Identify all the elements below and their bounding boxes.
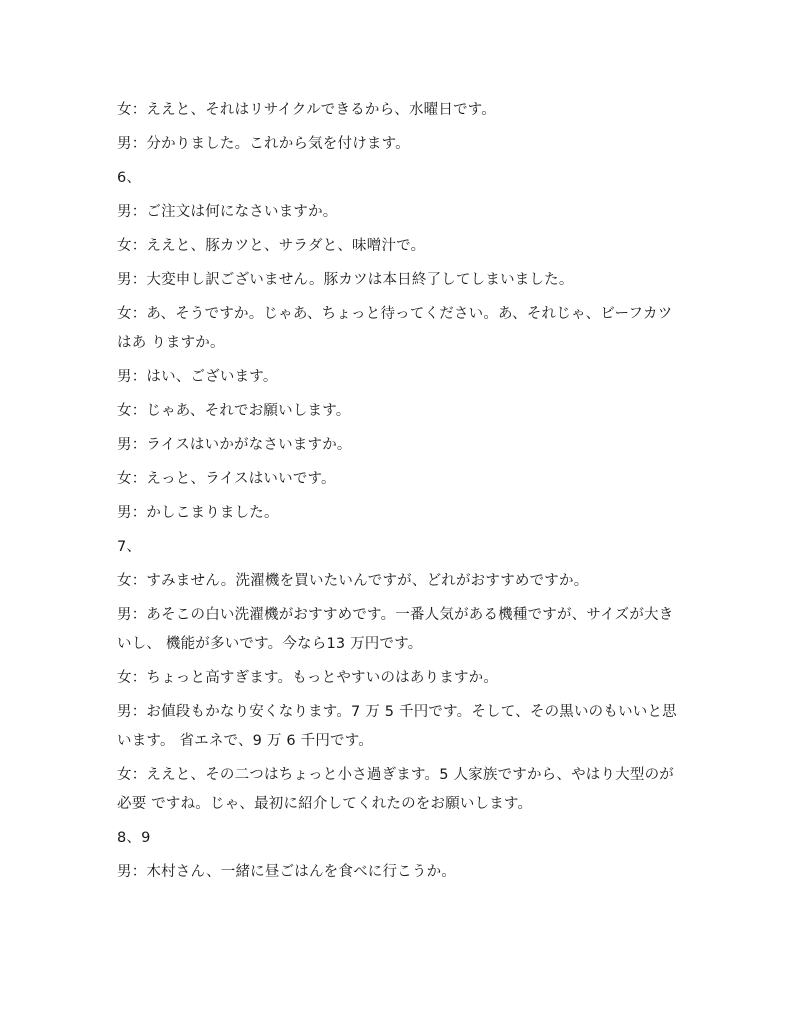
dialogue-line: 女：ちょっと高すぎます。もっとやすいのはありますか。 — [117, 670, 499, 686]
dialogue-line: 男：大変申し訳ございません。豚カツは本日終了してしまいました。 — [117, 272, 574, 288]
dialogue-line: 男：ご注文は何になさいますか。 — [117, 204, 338, 220]
dialogue-line: 女：あ、そうですか。じゃあ、ちょっと待ってください。あ、それじゃ、ビーフカツはあ りますか。 — [117, 306, 673, 351]
dialogue-line: 女：ええと、豚カツと、サラダと、味噌汁で。 — [117, 238, 426, 254]
dialogue-line: 男：分かりました。これから気を付けます。 — [117, 136, 410, 152]
dialogue-line: 男：お値段もかなり安くなります。7 万 5 千円です。そして、その黒いのもいいと思います。 省エネで、9 万 6 千円です。 — [117, 704, 677, 749]
dialogue-line: 男：ライスはいかがなさいますか。 — [117, 437, 352, 453]
document-body — [117, 96, 687, 892]
dialogue-line: 女：ええと、その二つはちょっと小さ過ぎます。5 人家族ですから、やはり大型のが必要 ですね。じゃ、最初に紹介してくれたのをお願いします。 — [117, 767, 674, 812]
section-number: 7、 — [117, 539, 142, 555]
dialogue-line: 女：えっと、ライスはいいです。 — [117, 471, 336, 487]
dialogue-line: 男：かしこまりました。 — [117, 505, 279, 521]
section-number: 6、 — [117, 170, 142, 186]
dialogue-line: 女：ええと、それはリサイクルできるから、水曜日です。 — [117, 102, 497, 118]
dialogue-line: 男：はい、ございます。 — [117, 369, 278, 385]
dialogue-line: 男：あそこの白い洗濯機がおすすめです。一番人気がある機種ですが、サイズが大きいし、 機能が多いです。今なら13 万円です。 — [117, 607, 674, 652]
dialogue-line: 女：じゃあ、それでお願いします。 — [117, 403, 351, 419]
section-number: 8、9 — [117, 830, 151, 846]
dialogue-line: 女：すみません。洗濯機を買いたいんですが、どれがおすすめですか。 — [117, 573, 589, 589]
dialogue-line: 男：木村さん、一緒に昼ごはんを食べに行こうか。 — [117, 864, 456, 880]
